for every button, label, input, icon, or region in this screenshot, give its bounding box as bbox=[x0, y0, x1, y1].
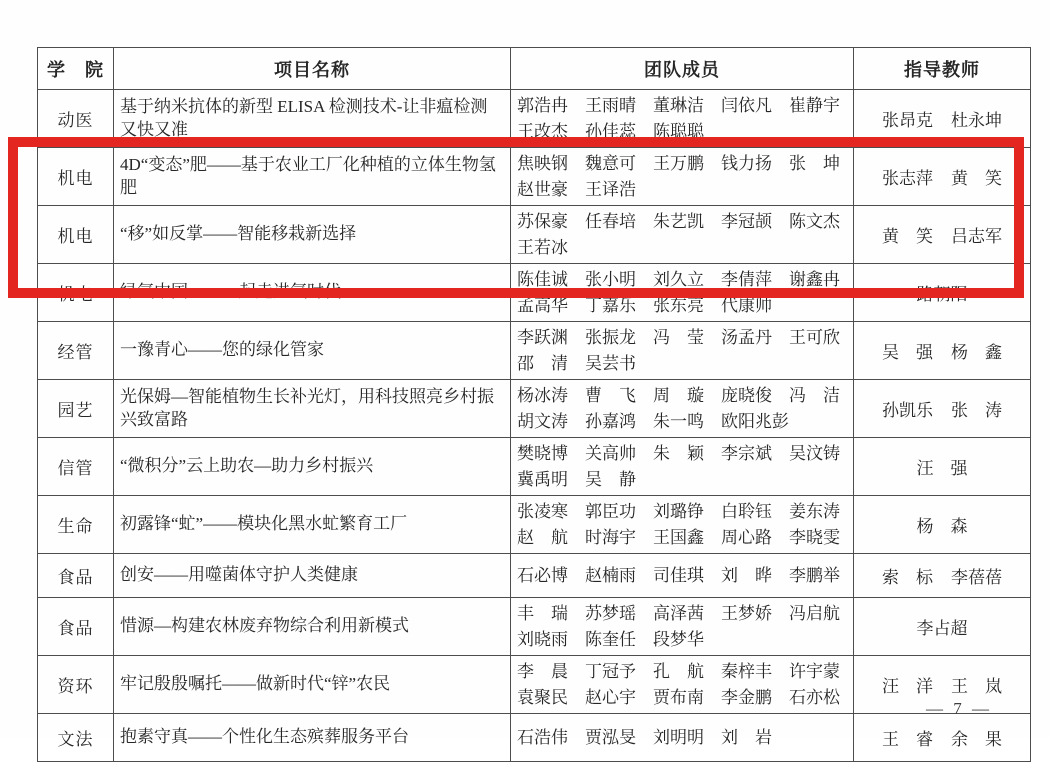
advisors-cell bbox=[854, 554, 1031, 598]
advisors-wrap bbox=[860, 396, 1024, 421]
team-members-cell bbox=[511, 554, 854, 598]
member-name: 汤孟丹 bbox=[721, 328, 772, 347]
college-cell: 经管 bbox=[38, 322, 114, 380]
member-name: 朱 颖 bbox=[653, 444, 704, 463]
header-advisors: 指导教师 bbox=[854, 48, 1031, 90]
member-name: 陈聪聪 bbox=[653, 121, 704, 141]
project-name-cell: “微积分”云上助农—助力乡村振兴 bbox=[114, 438, 511, 496]
advisor-name: 汪 洋 bbox=[882, 677, 933, 696]
advisors-cell bbox=[854, 264, 1031, 322]
advisor-name: 杜永坤 bbox=[951, 111, 1002, 130]
member-name: 王译浩 bbox=[585, 179, 636, 199]
advisor-name: 汪 强 bbox=[916, 459, 968, 478]
member-line bbox=[517, 601, 847, 627]
table-row bbox=[38, 598, 1031, 656]
member-name: 李金鹏 bbox=[721, 687, 772, 707]
college-cell: 园艺 bbox=[38, 380, 114, 438]
member-name: 王可欣 bbox=[789, 328, 840, 347]
advisors-cell bbox=[854, 90, 1031, 148]
college-cell: 动医 bbox=[38, 90, 114, 148]
member-line bbox=[517, 685, 847, 711]
advisor-name: 王 睿 bbox=[882, 730, 933, 749]
advisors-wrap bbox=[860, 725, 1024, 750]
member-name: 庞晓俊 bbox=[721, 386, 772, 405]
member-name: 李冠颉 bbox=[721, 212, 772, 231]
advisors-cell bbox=[854, 380, 1031, 438]
member-name: 焦映钢 bbox=[517, 154, 568, 173]
member-name: 刘晓雨 bbox=[517, 629, 568, 649]
member-name: 钱力扬 bbox=[721, 154, 772, 173]
member-line bbox=[517, 441, 847, 467]
college-cell: 资环 bbox=[38, 656, 114, 714]
member-line bbox=[517, 499, 847, 525]
advisors-wrap bbox=[860, 222, 1024, 247]
table-row-highlighted bbox=[38, 206, 1031, 264]
table-row bbox=[38, 554, 1031, 598]
member-name: 王雨晴 bbox=[585, 96, 636, 115]
member-line bbox=[517, 383, 847, 409]
member-line bbox=[517, 119, 847, 145]
table-row-highlighted bbox=[38, 264, 1031, 322]
project-name-cell: 初露锋“虻”——模块化黑水虻繁育工厂 bbox=[114, 496, 511, 554]
header-project: 项目名称 bbox=[114, 48, 511, 90]
member-name: 郭浩冉 bbox=[517, 96, 568, 115]
member-name: 孔 航 bbox=[653, 662, 704, 681]
member-name: 李 晨 bbox=[517, 662, 568, 681]
header-row bbox=[38, 48, 1031, 90]
member-name: 赵 航 bbox=[517, 527, 568, 547]
advisors-cell bbox=[854, 714, 1031, 762]
member-name: 陈文杰 bbox=[789, 212, 840, 231]
header-team: 团队成员 bbox=[511, 48, 854, 90]
member-name: 石浩伟 bbox=[517, 727, 568, 747]
member-name: 冀禹明 bbox=[517, 469, 568, 489]
project-name-cell: 基于纳米抗体的新型 ELISA 检测技术-让非瘟检测又快又准 bbox=[114, 90, 511, 148]
project-name-cell: 惜源—构建农林废弃物综合利用新模式 bbox=[114, 598, 511, 656]
member-name: 李跃渊 bbox=[517, 328, 568, 347]
member-name: 赵楠雨 bbox=[585, 565, 636, 585]
team-members-cell bbox=[511, 496, 854, 554]
table-body bbox=[38, 90, 1031, 762]
member-name: 代康帅 bbox=[721, 295, 772, 315]
advisor-name: 吕志军 bbox=[951, 227, 1002, 246]
college-cell: 文法 bbox=[38, 714, 114, 762]
member-name: 陈佳诚 bbox=[517, 270, 568, 289]
advisor-name: 黄 笑 bbox=[951, 169, 1002, 188]
member-name: 王梦娇 bbox=[721, 604, 772, 623]
member-name: 朱一鸣 bbox=[653, 411, 704, 431]
table-row bbox=[38, 496, 1031, 554]
project-name-cell: 绿氢中国——一起走进氢时代 bbox=[114, 264, 511, 322]
member-line bbox=[517, 177, 847, 203]
table-row bbox=[38, 438, 1031, 496]
table-row bbox=[38, 380, 1031, 438]
team-members-cell bbox=[511, 714, 854, 762]
team-members-cell bbox=[511, 598, 854, 656]
member-name: 张东亮 bbox=[653, 295, 704, 315]
team-members-cell bbox=[511, 90, 854, 148]
member-name: 丰 瑞 bbox=[517, 604, 568, 623]
member-name: 关高帅 bbox=[585, 444, 636, 463]
member-name: 丁嘉乐 bbox=[585, 295, 636, 315]
header-college: 学 院 bbox=[38, 48, 114, 90]
advisor-name: 李蓓蓓 bbox=[951, 568, 1002, 587]
member-name: 邵 清 bbox=[517, 353, 568, 373]
member-name: 董琳洁 bbox=[653, 96, 704, 115]
project-name-cell: 一豫青心——您的绿化管家 bbox=[114, 322, 511, 380]
member-name: 冯 洁 bbox=[789, 386, 840, 405]
member-name: 石必博 bbox=[517, 565, 568, 585]
member-name: 张小明 bbox=[585, 270, 636, 289]
team-members-cell bbox=[511, 264, 854, 322]
member-name: 司佳琪 bbox=[653, 565, 704, 585]
project-name-cell: 光保姆—智能植物生长补光灯，用科技照亮乡村振兴致富路 bbox=[114, 380, 511, 438]
member-line bbox=[517, 151, 847, 177]
team-members-cell bbox=[511, 206, 854, 264]
table-row bbox=[38, 656, 1031, 714]
member-name: 秦梓丰 bbox=[721, 662, 772, 681]
college-cell: 食品 bbox=[38, 598, 114, 656]
advisors-wrap bbox=[860, 280, 1024, 305]
member-name: 刘明明 bbox=[653, 727, 704, 747]
advisor-name: 索 标 bbox=[882, 568, 933, 587]
advisors-cell bbox=[854, 598, 1031, 656]
advisors-wrap bbox=[860, 454, 1024, 479]
member-name: 冯启航 bbox=[789, 604, 840, 623]
member-name: 苏梦瑶 bbox=[585, 604, 636, 623]
member-name: 孟高华 bbox=[517, 295, 568, 315]
member-name: 白聆钰 bbox=[721, 502, 772, 521]
table-row bbox=[38, 322, 1031, 380]
member-name: 吴芸书 bbox=[585, 353, 636, 373]
member-name: 王国鑫 bbox=[653, 527, 704, 547]
member-line bbox=[517, 293, 847, 319]
member-line bbox=[517, 725, 847, 751]
member-name: 孙嘉鸿 bbox=[585, 411, 636, 431]
table-row bbox=[38, 714, 1031, 762]
member-line bbox=[517, 627, 847, 653]
advisors-cell bbox=[854, 148, 1031, 206]
member-name: 胡文涛 bbox=[517, 411, 568, 431]
member-line bbox=[517, 409, 847, 435]
member-name: 李晓雯 bbox=[789, 527, 840, 547]
member-line bbox=[517, 209, 847, 235]
advisor-name: 王 岚 bbox=[951, 677, 1002, 696]
advisor-name: 孙凯乐 bbox=[882, 401, 933, 420]
team-members-cell bbox=[511, 656, 854, 714]
advisor-name: 吴 强 bbox=[882, 343, 933, 362]
team-members-cell bbox=[511, 322, 854, 380]
member-name: 李宗斌 bbox=[721, 444, 772, 463]
project-name-cell: “移”如反掌——智能移栽新选择 bbox=[114, 206, 511, 264]
member-name: 樊晓博 bbox=[517, 444, 568, 463]
advisor-name: 余 果 bbox=[951, 730, 1002, 749]
member-name: 石亦松 bbox=[789, 687, 840, 707]
member-name: 周心路 bbox=[721, 527, 772, 547]
member-name: 王万鹏 bbox=[653, 154, 704, 173]
team-members-cell bbox=[511, 380, 854, 438]
college-cell: 机电 bbox=[38, 206, 114, 264]
member-name: 吴汶铸 bbox=[789, 444, 840, 463]
member-name: 曹 飞 bbox=[585, 386, 636, 405]
member-line bbox=[517, 351, 847, 377]
member-name: 苏保豪 bbox=[517, 212, 568, 231]
member-name: 张凌寒 bbox=[517, 502, 568, 521]
member-name: 刘 岩 bbox=[721, 727, 772, 747]
member-line bbox=[517, 267, 847, 293]
member-line bbox=[517, 563, 847, 589]
member-name: 任春培 bbox=[585, 212, 636, 231]
member-name: 高泽茜 bbox=[653, 604, 704, 623]
member-name: 郭臣功 bbox=[585, 502, 636, 521]
college-cell: 机电 bbox=[38, 148, 114, 206]
member-name: 刘久立 bbox=[653, 270, 704, 289]
table-row bbox=[38, 90, 1031, 148]
advisors-wrap bbox=[860, 338, 1024, 363]
member-name: 周 璇 bbox=[653, 386, 704, 405]
advisors-wrap bbox=[860, 164, 1024, 189]
member-name: 段梦华 bbox=[653, 629, 704, 649]
member-name: 时海宇 bbox=[585, 527, 636, 547]
member-name: 袁聚民 bbox=[517, 687, 568, 707]
advisor-name: 张 涛 bbox=[951, 401, 1002, 420]
advisor-name: 张志萍 bbox=[882, 169, 933, 188]
project-name-cell: 创安——用噬菌体守护人类健康 bbox=[114, 554, 511, 598]
member-name: 姜东涛 bbox=[789, 502, 840, 521]
member-name: 冯 莹 bbox=[653, 328, 704, 347]
member-name: 王改杰 bbox=[517, 121, 568, 141]
advisors-wrap bbox=[860, 563, 1024, 588]
member-line bbox=[517, 325, 847, 351]
advisor-name: 杨 鑫 bbox=[951, 343, 1002, 362]
member-name: 赵心宇 bbox=[585, 687, 636, 707]
member-name: 刘璐铮 bbox=[653, 502, 704, 521]
member-name: 闫依凡 bbox=[721, 96, 772, 115]
member-name: 张振龙 bbox=[585, 328, 636, 347]
member-name: 刘 晔 bbox=[721, 565, 772, 585]
member-name: 李鹏举 bbox=[789, 565, 840, 585]
table-header bbox=[38, 48, 1031, 90]
advisors-wrap bbox=[860, 512, 1024, 537]
member-name: 丁冠予 bbox=[585, 662, 636, 681]
member-line bbox=[517, 467, 847, 493]
advisors-wrap bbox=[860, 672, 1024, 697]
member-name: 陈奎任 bbox=[585, 629, 636, 649]
member-name: 崔静宇 bbox=[789, 96, 840, 115]
advisor-name: 黄 笑 bbox=[882, 227, 933, 246]
member-name: 赵世豪 bbox=[517, 179, 568, 199]
member-name: 魏意可 bbox=[585, 154, 636, 173]
advisors-wrap bbox=[860, 614, 1024, 639]
member-name: 王若冰 bbox=[517, 237, 568, 257]
project-name-cell: 牢记殷殷嘱托——做新时代“锌”农民 bbox=[114, 656, 511, 714]
member-name: 贾泓旻 bbox=[585, 727, 636, 747]
college-cell: 机电 bbox=[38, 264, 114, 322]
college-cell: 生命 bbox=[38, 496, 114, 554]
advisor-name: 路朝阳 bbox=[916, 285, 968, 304]
member-name: 孙佳蕊 bbox=[585, 121, 636, 141]
member-name: 谢鑫冉 bbox=[789, 270, 840, 289]
member-name: 欧阳兆彭 bbox=[721, 411, 789, 431]
member-name: 杨冰涛 bbox=[517, 386, 568, 405]
college-cell: 信管 bbox=[38, 438, 114, 496]
member-line bbox=[517, 93, 847, 119]
team-members-cell bbox=[511, 438, 854, 496]
advisor-name: 李占超 bbox=[916, 619, 968, 638]
advisors-cell bbox=[854, 438, 1031, 496]
member-name: 李倩萍 bbox=[721, 270, 772, 289]
award-table bbox=[37, 47, 1031, 762]
advisors-wrap bbox=[860, 106, 1024, 131]
college-cell: 食品 bbox=[38, 554, 114, 598]
member-name: 张 坤 bbox=[789, 154, 840, 173]
advisors-cell bbox=[854, 206, 1031, 264]
member-name: 许宇蒙 bbox=[789, 662, 840, 681]
member-name: 吴 静 bbox=[585, 469, 636, 489]
advisors-cell bbox=[854, 322, 1031, 380]
project-name-cell: 抱素守真——个性化生态殡葬服务平台 bbox=[114, 714, 511, 762]
page-number: — 7 — bbox=[926, 699, 992, 718]
member-name: 贾布南 bbox=[653, 687, 704, 707]
project-name-cell: 4D“变态”肥——基于农业工厂化种植的立体生物氢肥 bbox=[114, 148, 511, 206]
member-name: 朱艺凯 bbox=[653, 212, 704, 231]
advisor-name: 张昂克 bbox=[882, 111, 933, 130]
table-row-highlighted bbox=[38, 148, 1031, 206]
member-line bbox=[517, 659, 847, 685]
member-line bbox=[517, 235, 847, 261]
advisors-cell bbox=[854, 496, 1031, 554]
advisor-name: 杨 森 bbox=[916, 517, 968, 536]
team-members-cell bbox=[511, 148, 854, 206]
member-line bbox=[517, 525, 847, 551]
